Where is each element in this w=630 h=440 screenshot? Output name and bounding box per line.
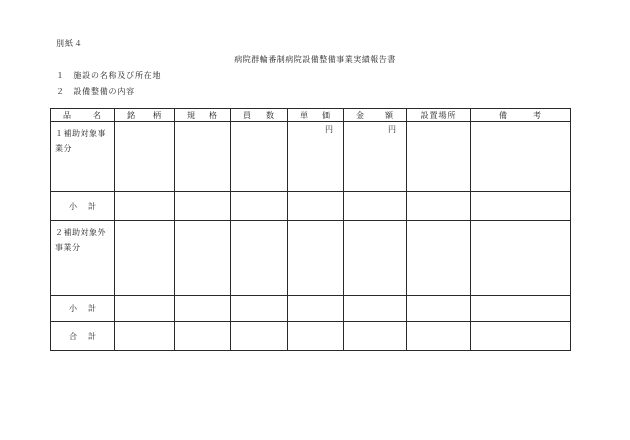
header-row <box>51 109 571 122</box>
unit-price-cell[interactable] <box>288 192 344 220</box>
location-cell[interactable] <box>407 192 471 220</box>
amount-cell[interactable] <box>344 122 407 192</box>
header-amount: 金 額 <box>344 109 407 122</box>
header-item-name: 品 名 <box>51 109 115 122</box>
section-facility <box>56 70 161 81</box>
header-location: 設置場所 <box>407 109 471 122</box>
yen-unit: 円 <box>325 125 333 135</box>
brand-cell[interactable] <box>115 296 175 322</box>
document-title: 病院群輪番制病院設備整備事業実績報告書 <box>234 55 396 64</box>
category-label: ２補助対象外事業分 <box>55 227 106 252</box>
remarks-cell[interactable] <box>471 192 571 220</box>
remarks-cell[interactable] <box>471 220 571 295</box>
total-label: 合 計 <box>51 322 115 351</box>
quantity-cell[interactable] <box>231 220 288 295</box>
category-label: １補助対象事業分 <box>55 129 106 154</box>
yen-unit: 円 <box>388 125 396 135</box>
spec-cell[interactable] <box>175 220 231 295</box>
quantity-cell[interactable] <box>231 322 288 351</box>
amount-cell[interactable] <box>344 192 407 220</box>
section-label: 設備整備の内容 <box>73 87 135 96</box>
subtotal-label: 小 計 <box>51 296 115 322</box>
brand-cell[interactable] <box>115 192 175 220</box>
subtotal-row <box>51 192 571 220</box>
category-cell <box>51 122 115 192</box>
amount-cell[interactable] <box>344 220 407 295</box>
quantity-cell[interactable] <box>231 192 288 220</box>
section-equipment <box>56 86 135 97</box>
total-row <box>51 322 571 351</box>
unit-price-cell[interactable] <box>288 220 344 295</box>
remarks-cell[interactable] <box>471 296 571 322</box>
subtotal-row <box>51 296 571 322</box>
remarks-cell[interactable] <box>471 322 571 351</box>
header-remarks: 備 考 <box>471 109 571 122</box>
amount-cell[interactable] <box>344 322 407 351</box>
header-spec: 規 格 <box>175 109 231 122</box>
brand-cell[interactable] <box>115 322 175 351</box>
brand-cell[interactable] <box>115 122 175 192</box>
table-row <box>51 122 571 192</box>
attachment-label: 別紙４ <box>56 39 83 48</box>
location-cell[interactable] <box>407 220 471 295</box>
spec-cell[interactable] <box>175 122 231 192</box>
location-cell[interactable] <box>407 322 471 351</box>
spec-cell[interactable] <box>175 296 231 322</box>
unit-price-cell[interactable] <box>288 322 344 351</box>
spec-cell[interactable] <box>175 322 231 351</box>
section-label: 施設の名称及び所在地 <box>73 71 162 80</box>
header-brand: 銘 柄 <box>115 109 175 122</box>
remarks-cell[interactable] <box>471 122 571 192</box>
unit-price-cell[interactable] <box>288 296 344 322</box>
quantity-cell[interactable] <box>231 296 288 322</box>
subtotal-label: 小 計 <box>51 192 115 220</box>
header-unit-price: 単 価 <box>288 109 344 122</box>
location-cell[interactable] <box>407 122 471 192</box>
equipment-table <box>50 108 571 351</box>
category-cell <box>51 220 115 295</box>
unit-price-cell[interactable] <box>288 122 344 192</box>
location-cell[interactable] <box>407 296 471 322</box>
quantity-cell[interactable] <box>231 122 288 192</box>
section-number: ２ <box>56 87 65 96</box>
brand-cell[interactable] <box>115 220 175 295</box>
spec-cell[interactable] <box>175 192 231 220</box>
header-quantity: 員 数 <box>231 109 288 122</box>
amount-cell[interactable] <box>344 296 407 322</box>
table-row <box>51 220 571 295</box>
section-number: １ <box>56 71 65 80</box>
